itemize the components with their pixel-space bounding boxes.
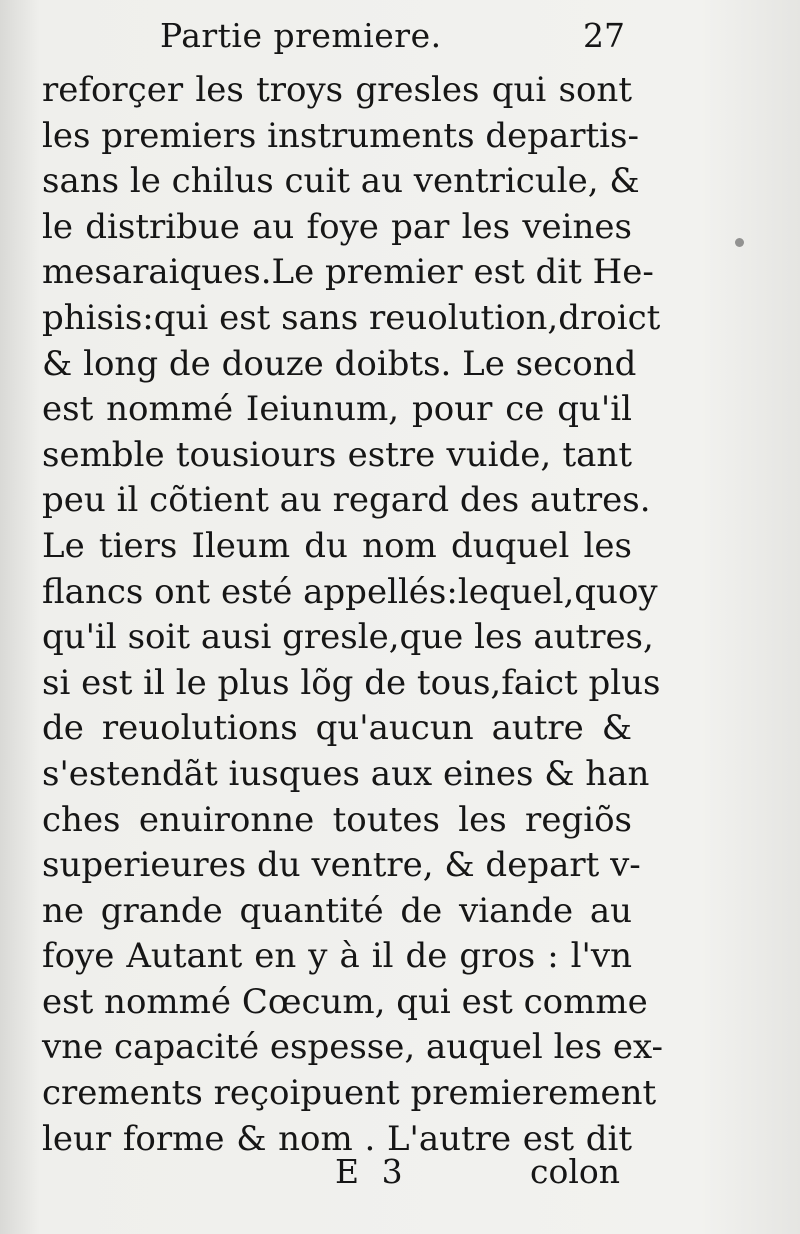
text-line: semble tousiours estre vuide, tant: [42, 434, 632, 475]
text-line: reforçer les troys gresles qui sont: [42, 70, 632, 110]
catchword: colon: [530, 1152, 621, 1191]
ink-speck: [735, 238, 744, 247]
running-title: Partie premiere.: [160, 16, 442, 55]
text-line: Le tiers Ileum du nom duquel les: [42, 525, 632, 566]
text-line: foye Autant en y à il de gros : l'vn: [42, 936, 632, 977]
text-line: ne grande quantité de viande au: [42, 890, 632, 931]
text-line: est nommé Cœcum, qui est comme: [42, 981, 648, 1022]
text-line: si est il le plus lõg de tous,faict plus: [42, 662, 661, 703]
body-text: [42, 68, 664, 1162]
text-line: mesaraiques.Le premier est dit He-: [42, 252, 654, 293]
signature-mark: E 3: [335, 1152, 409, 1191]
text-line: sans le chilus cuit au ventricule, &: [42, 161, 640, 202]
text-line: peu il cõtient au regard des autres.: [42, 480, 651, 521]
text-line: est nommé Ieiunum, pour ce qu'il: [42, 389, 632, 430]
text-line: le distribue au foye par les veines: [42, 206, 632, 247]
text-line: flancs ont esté appellés:lequel,quoy: [42, 571, 658, 612]
text-line: qu'il soit ausi gresle,que les autres,: [42, 617, 654, 658]
text-line: les premiers instruments departis-: [42, 115, 639, 156]
text-line: & long de douze doibts. Le second: [42, 343, 637, 384]
text-line: leur forme & nom . L'autre est dit: [42, 1118, 632, 1159]
text-line: vne capacité espesse, auquel les ex-: [42, 1027, 664, 1068]
text-line: ches enuironne toutes les regiõs: [42, 799, 632, 840]
text-line: s'estendãt iusques aux eines & han: [42, 753, 650, 794]
text-line: superieures du ventre, & depart v-: [42, 845, 641, 886]
page-footer: [0, 1152, 800, 1202]
text-line: phisis:qui est sans reuolution,droict: [42, 297, 661, 338]
text-line: de reuolutions qu'aucun autre &: [42, 708, 632, 749]
page-header: [0, 16, 800, 66]
text-line: crements reçoipuent premierement: [42, 1073, 657, 1114]
page-number: 27: [583, 16, 625, 55]
